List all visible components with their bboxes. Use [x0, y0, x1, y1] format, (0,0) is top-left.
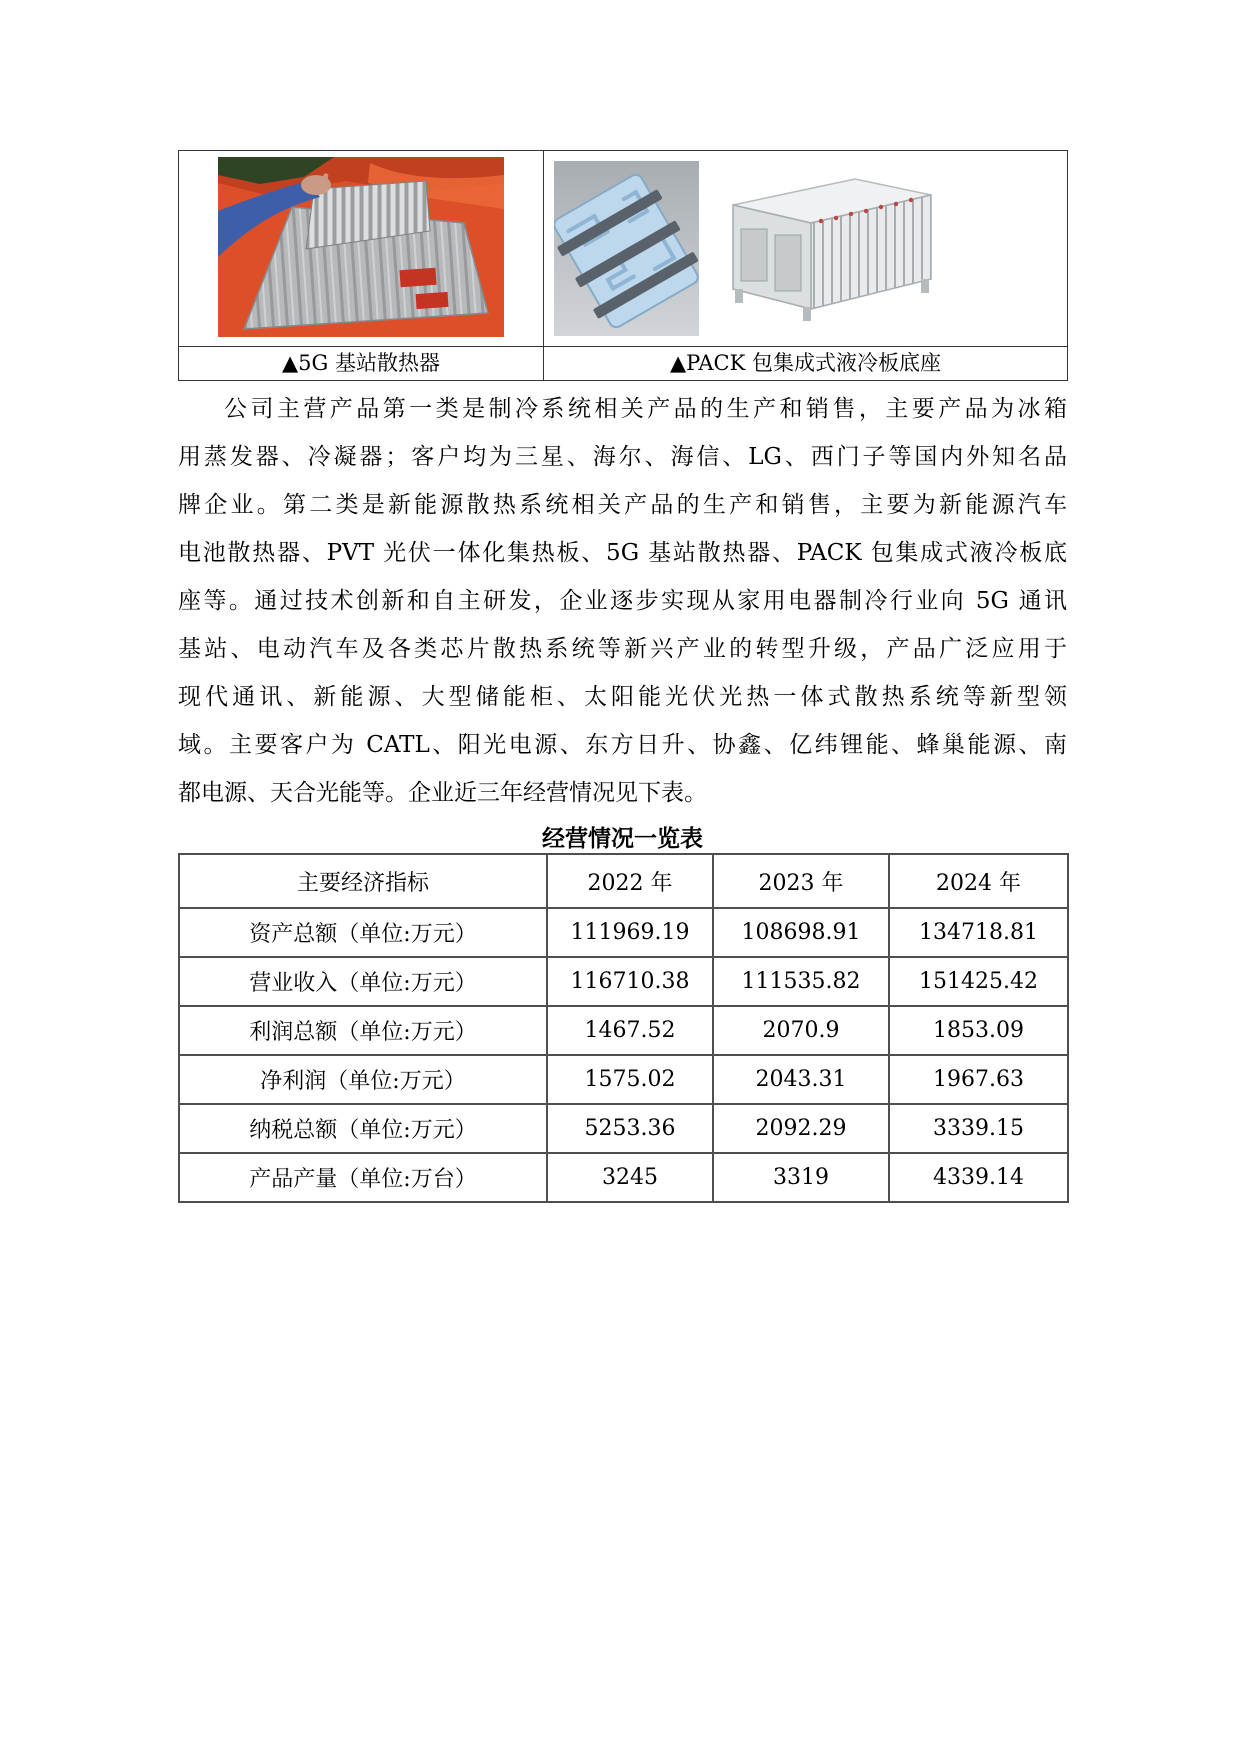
table-row — [179, 1055, 1068, 1104]
value-cell: 5253.36 — [547, 1104, 713, 1153]
gallery-photo-cell-left — [179, 151, 544, 347]
paragraph-line: 域。主要客户为 CATL、阳光电源、东方日升、协鑫、亿纬锂能、蜂巢能源、南 — [178, 732, 1067, 758]
liquid-cold-plate-cad-photo — [554, 161, 699, 336]
header-2024: 2024 年 — [889, 854, 1068, 908]
indicator-cell: 产品产量（单位:万台） — [179, 1153, 547, 1202]
value-cell: 4339.14 — [889, 1153, 1068, 1202]
indicator-cell: 营业收入（单位:万元） — [179, 957, 547, 1006]
value-cell: 1967.63 — [889, 1055, 1068, 1104]
gallery-caption-row — [179, 347, 1068, 381]
table-header-row — [179, 854, 1068, 908]
value-cell: 108698.91 — [713, 908, 889, 957]
indicator-cell: 利润总额（单位:万元） — [179, 1006, 547, 1055]
caption-5g-heatsink: ▲5G 基站散热器 — [179, 347, 544, 381]
paragraph-line: 电池散热器、PVT 光伏一体化集热板、5G 基站散热器、PACK 包集成式液冷板底 — [178, 540, 1067, 566]
pack-battery-rack-photo — [705, 159, 940, 339]
value-cell: 1853.09 — [889, 1006, 1068, 1055]
indicator-cell: 净利润（单位:万元） — [179, 1055, 547, 1104]
value-cell: 3245 — [547, 1153, 713, 1202]
business-table-title: 经营情况一览表 — [542, 825, 703, 851]
value-cell: 2070.9 — [713, 1006, 889, 1055]
paragraph-line: 用蒸发器、冷凝器；客户均为三星、海尔、海信、LG、西门子等国内外知名品 — [178, 444, 1067, 470]
indicator-cell: 纳税总额（单位:万元） — [179, 1104, 547, 1153]
value-cell: 2043.31 — [713, 1055, 889, 1104]
5g-heatsink-photo — [218, 157, 504, 337]
value-cell: 1575.02 — [547, 1055, 713, 1104]
table-row — [179, 1006, 1068, 1055]
product-gallery-table — [178, 150, 1068, 381]
company-intro-paragraph — [178, 385, 1067, 817]
paragraph-line: 基站、电动汽车及各类芯片散热系统等新兴产业的转型升级，产品广泛应用于 — [178, 636, 1067, 662]
value-cell: 1467.52 — [547, 1006, 713, 1055]
value-cell: 2092.29 — [713, 1104, 889, 1153]
paragraph-line: 都电源、天合光能等。企业近三年经营情况见下表。 — [178, 780, 707, 806]
table-row — [179, 957, 1068, 1006]
gallery-photo-row — [179, 151, 1068, 347]
value-cell: 111969.19 — [547, 908, 713, 957]
header-2022: 2022 年 — [547, 854, 713, 908]
value-cell: 134718.81 — [889, 908, 1068, 957]
header-indicator: 主要经济指标 — [179, 854, 547, 908]
value-cell: 3319 — [713, 1153, 889, 1202]
table-row — [179, 1153, 1068, 1202]
gallery-photo-cell-right — [544, 151, 1068, 347]
value-cell: 3339.15 — [889, 1104, 1068, 1153]
indicator-cell: 资产总额（单位:万元） — [179, 908, 547, 957]
value-cell: 151425.42 — [889, 957, 1068, 1006]
caption-pack-cold-plate: ▲PACK 包集成式液冷板底座 — [544, 347, 1068, 381]
paragraph-line: 现代通讯、新能源、大型储能柜、太阳能光伏光热一体式散热系统等新型领 — [178, 684, 1067, 710]
value-cell: 111535.82 — [713, 957, 889, 1006]
value-cell: 116710.38 — [547, 957, 713, 1006]
paragraph-line: 公司主营产品第一类是制冷系统相关产品的生产和销售，主要产品为冰箱 — [224, 396, 1067, 422]
business-overview-table — [178, 853, 1069, 1203]
paragraph-line: 座等。通过技术创新和自主研发，企业逐步实现从家用电器制冷行业向 5G 通讯 — [178, 588, 1067, 614]
table-row — [179, 1104, 1068, 1153]
photo-pair — [544, 159, 1067, 339]
header-2023: 2023 年 — [713, 854, 889, 908]
page-content — [178, 150, 1067, 1203]
table-row — [179, 908, 1068, 957]
paragraph-line: 牌企业。第二类是新能源散热系统相关产品的生产和销售，主要为新能源汽车 — [178, 492, 1067, 518]
